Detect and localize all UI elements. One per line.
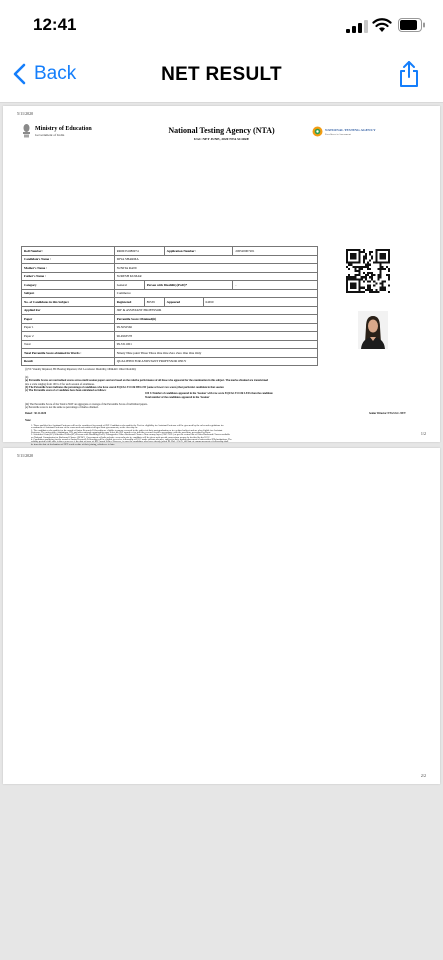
table-row	[22, 349, 318, 358]
father-label: Father's Name :	[22, 272, 115, 281]
note-line: Professor. The universities, institutions, IITs and other national organizations may select the JRF awardees for full time research work in accordance with the procedure prescribed by them.	[31, 431, 211, 435]
note-line: (b) The Percentile Score indicates the percentage of candidates who have scored EQUAL TO OR BELOW (same or lower raw scores) that particular candidate in that session	[25, 385, 224, 389]
paper-header: Paper	[22, 315, 115, 324]
name-value: DIYA SHARMA	[114, 255, 317, 264]
percentile-header: Percentile Score Obtained(ii)	[114, 315, 317, 324]
note-line: 3. Scheduled Caste(SC)/Scheduled Tribes(ST)/Persons with Disability(PwD)/ Transgender /Other Backward Classes -Non creamy layer (OBC-NCL) as per the central list of Other Backward Classes available	[31, 433, 231, 437]
agency-subtitle: UGC NET JUNE, 2020 NTA SCORE	[193, 137, 250, 141]
applied-value: JRF & ASSISTANT PROFESSOR	[114, 306, 317, 315]
note-line: (e) Percentile score is not the same as percentage of marks obtained.	[25, 406, 99, 410]
qr-code	[346, 249, 390, 293]
result-label: Result	[22, 357, 115, 366]
registered-label: Registered	[114, 298, 144, 307]
note-line: (ii)	[25, 376, 29, 379]
mother-value: SUNITA RANI	[114, 264, 317, 273]
page-number: 2/2	[420, 773, 426, 778]
table-row	[22, 340, 318, 349]
director-signature: Senior Director NTA UGC-NET	[369, 412, 406, 415]
cellular-signal-icon	[346, 20, 368, 33]
pdf-page-2[interactable]	[3, 448, 440, 784]
navigation-bar	[0, 44, 443, 103]
status-bar	[0, 0, 443, 44]
back-label: Back	[34, 63, 77, 84]
table-row	[22, 272, 318, 281]
note-line: recruitment of Assistant Professor of the concerned universities/colleges/State governments, as the case may be.	[31, 426, 139, 430]
words-value: Ninety Nine point Three Three One One Zero Zero One One Only	[114, 349, 317, 358]
note-line: into a scale ranging from 100 to 0 for each session of examinees.	[25, 382, 95, 386]
note-line: (iii) The Percentile Score of the Total is NOT an aggregate or average of the Percentile Score of individual papers.	[25, 403, 148, 406]
agency-title: National Testing Agency (NTA)	[168, 126, 275, 135]
table-row	[22, 255, 318, 264]
paper2-label: Paper 2	[22, 332, 115, 341]
table-row	[22, 289, 318, 298]
table-row	[22, 315, 318, 324]
table-row	[22, 323, 318, 332]
wifi-icon	[372, 17, 392, 33]
total-notes	[25, 403, 148, 410]
table-row	[22, 306, 318, 315]
paper2-value: 96.4963578	[114, 332, 317, 341]
print-date: 5/11/2020	[17, 453, 34, 458]
table-row	[22, 298, 318, 307]
page-number: 1/2	[420, 431, 426, 436]
note-label: Note:	[25, 419, 32, 422]
category-value: General	[114, 281, 144, 290]
roll-value: RR06331086974	[114, 247, 164, 256]
dated-text: Dated : 30.11.2020	[25, 412, 47, 415]
note-line: (c) The Percentile score of a Candidate have been calculated as follows:	[25, 389, 107, 393]
footnotes	[31, 425, 232, 446]
result-value: QUALIFIED FOR ASSISTANT PROFESSOR ONLY	[114, 357, 317, 366]
subject-value: Commerce	[114, 289, 317, 298]
paper1-value: 99.5652566	[114, 323, 317, 332]
pwd-value: -	[233, 281, 318, 290]
subject-label: Subject	[22, 289, 115, 298]
words-label: Total Percentile Score obtained in Words :	[22, 349, 115, 358]
pwd-label: Person with Disability(PwD)*	[144, 281, 233, 290]
table-row	[22, 264, 318, 273]
name-label: Candidate's Name :	[22, 255, 115, 264]
battery-icon	[398, 18, 426, 32]
ministry-subtitle: Government of India	[35, 133, 65, 137]
ministry-title: Ministry of Education	[35, 126, 92, 132]
note-line: on National Commission for Backward Classes (NCBC), Government of India website: www.ncbc.nic.in, candidate will be given such special concessions as may be decided by the UGC.	[31, 435, 211, 439]
note-line: validity period of the offer is three years w.e.f. the date of issue of JRF Award Letter. However, in case the candidates who have already joined M. Phil. / Ph.D., the date of commencement of fellowship shall	[31, 440, 229, 444]
roll-label: Roll Number:	[22, 247, 115, 256]
note-line: Total number of the candidates appeared in the 'Session'	[145, 395, 210, 399]
note-line: (a) Percentile Scores are normalised scores across multi session papers and are based on the relative performance of all those who appeared for the examination in this subject. The marks obtained are transformed	[25, 379, 269, 383]
candidates-label: No. of Candidates in this Subject	[22, 298, 115, 307]
table-row	[22, 247, 318, 256]
appno-label: Application Number:	[164, 247, 233, 256]
paper1-label: Paper 1	[22, 323, 115, 332]
note-line: be from the date of declaration of NET result or date of their joining, whichever is later.	[31, 442, 115, 446]
scorecard-table	[21, 246, 318, 366]
share-icon[interactable]	[398, 60, 420, 88]
candidate-photo	[358, 311, 388, 349]
page-title: NET RESULT	[161, 64, 282, 85]
applied-label: Applied For	[22, 306, 115, 315]
table-row	[22, 357, 318, 366]
table-row	[22, 281, 318, 290]
logo-text: NATIONAL TESTING AGENCY	[325, 128, 376, 132]
print-date: 5/11/2020	[17, 111, 34, 116]
table-row	[22, 332, 318, 341]
father-value: SURESH KUMAR	[114, 272, 317, 281]
total-value: 99.3311001	[114, 340, 317, 349]
registered-value: 89539	[144, 298, 164, 307]
note-line: 100 X Number of candidates appeared in the 'Session' with raw score EQUAL TO OR LESS than the candidate	[145, 392, 273, 396]
appno-value: 200520007201	[233, 247, 318, 256]
status-time: 12:41	[33, 15, 77, 34]
note-line: 2. The candidates who qualify for the award of Junior Research Fellowship are eligible to pursue research in the subject of their post-graduation or in a related subject and are also eligible for Assistant	[31, 428, 223, 432]
legend-text: (i) VI: Visually Impaired, HI: Hearing Impaired, LM: Locomotor Disability, OD&AD: Other Disability	[25, 368, 137, 371]
category-label: Category	[22, 281, 115, 290]
appeared-value: 64650	[203, 298, 317, 307]
percentile-notes	[25, 376, 273, 399]
note-line: 4. Candidates qualifying for the award of Junior Research Fellowship will be eligible to receive fellowship of UGC under various schemes, subject to their finding placement in universities/IITs/institutions. The	[31, 438, 232, 442]
logo-subtitle: Excellence in Assessment	[325, 133, 351, 136]
total-label: Total	[22, 340, 115, 349]
mother-label: Mother's Name :	[22, 264, 115, 273]
nta-logo-icon	[312, 126, 323, 137]
note-line: 1. Those qualified for Assistant Professor will not be considered for award of JRF. Candidates who qualify the Test for eligibility for Assistant Professor will be governed by the rules and regulations for	[31, 424, 224, 427]
appeared-label: Appeared	[164, 298, 203, 307]
pdf-page-1[interactable]	[3, 106, 440, 446]
